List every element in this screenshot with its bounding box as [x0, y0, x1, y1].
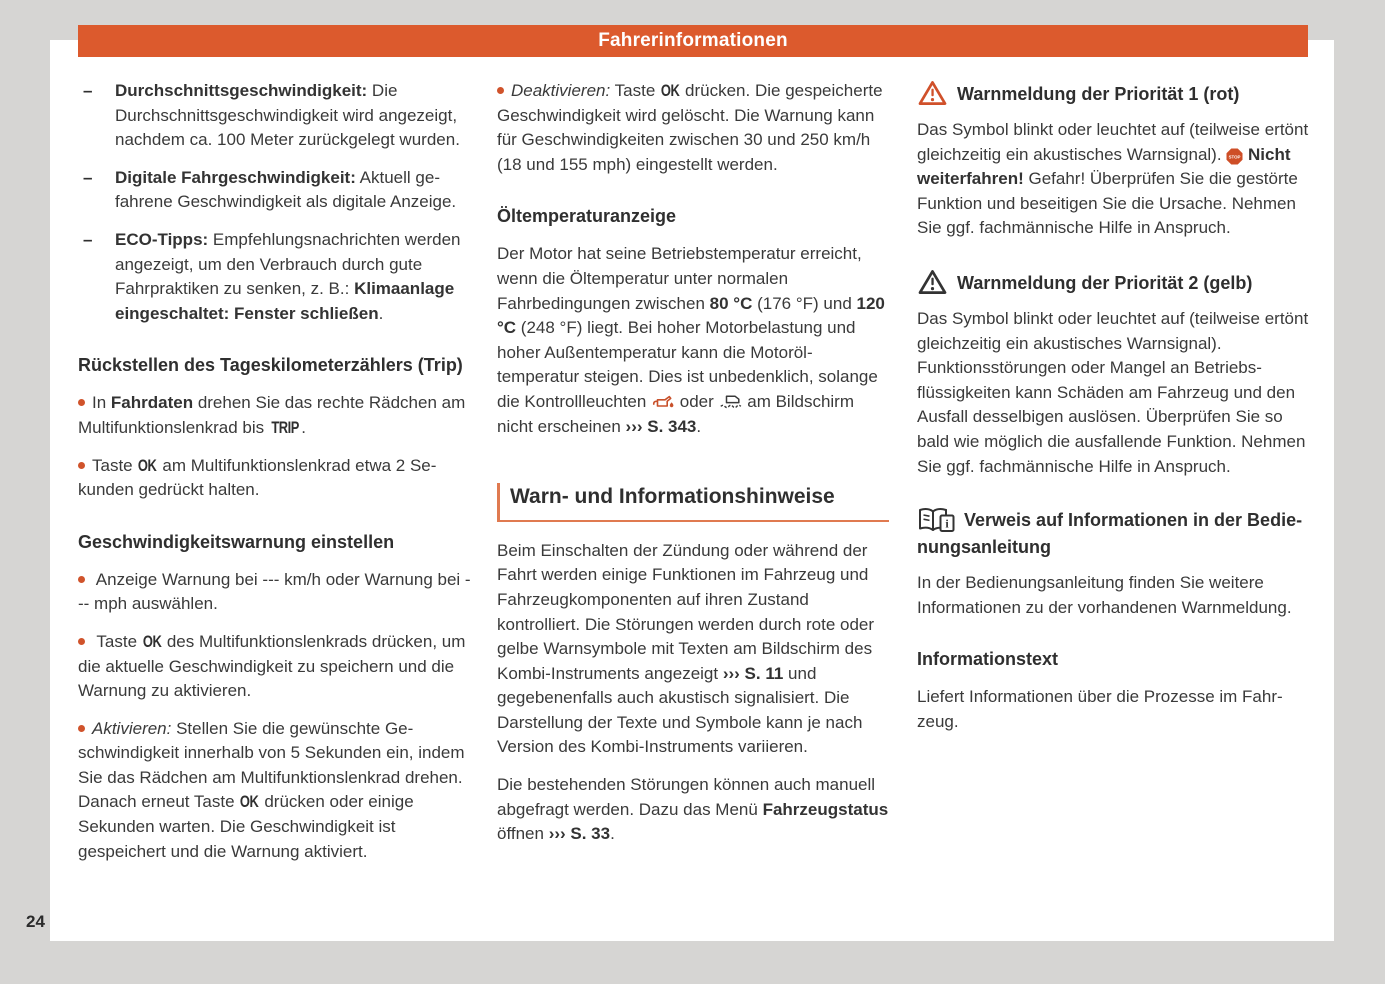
dash-bullet: –	[83, 167, 93, 187]
text-run: Taste	[610, 81, 660, 100]
text-run: am Multifunktionslenkrad etwa 2 Sekunden gedrückt halten.	[78, 455, 437, 500]
key-label: TRIP	[271, 417, 299, 437]
manual-info-icon	[917, 506, 955, 533]
text-run: Anzeige Warnung bei --- km/h oder Warnung bei --- mph auswählen.	[78, 569, 471, 614]
oil-pressure-icon	[651, 395, 675, 409]
list-item	[78, 717, 471, 865]
icon-heading-title: Warnmeldung der Priorität 1 (rot)	[957, 84, 1240, 104]
body-paragraph	[917, 307, 1310, 479]
text-run: In der Bedienungsanleitung finden Sie weitere Informationen zu der vorhandenen Warnmeldung.	[917, 573, 1292, 617]
text-run: Die Durchschnittsgeschwindigkeit wird angezeigt, nachdem ca. 100 Meter zurückgelegt wurden.	[115, 81, 460, 150]
text-run: Die bestehenden Störungen können auch manuell abgefragt werden. Dazu das Menü	[497, 775, 876, 819]
page-number: 24	[26, 912, 45, 931]
dash-bullet: –	[83, 81, 93, 100]
text-run: Der Motor hat seine Betriebstemperatur erreicht, wenn die Öltemperatur unter normalen Fahrbedingungen zwischen	[497, 244, 862, 313]
bullet-dot	[78, 399, 85, 406]
text-run: .	[301, 417, 306, 437]
chapter-header	[78, 25, 1308, 57]
text-run: Aktivieren:	[92, 718, 172, 738]
text-run: drehen Sie das rechte Rädchen am Multifunktionslenkrad bis	[78, 393, 466, 437]
bullet-dot	[78, 638, 85, 645]
warning-triangle-red-icon	[917, 79, 948, 107]
bullet-dot	[78, 725, 85, 732]
text-run: Klimaanlage eingeschaltet: Fenster schließen	[115, 279, 455, 323]
oil-level-icon	[719, 394, 743, 409]
text-run: ››› S. 11	[722, 663, 784, 683]
bullet-dot	[497, 87, 504, 94]
icon-heading	[917, 268, 1310, 297]
list-item	[78, 79, 471, 153]
key-label: OK	[240, 792, 259, 812]
bullet-dot	[78, 462, 85, 469]
body-paragraph	[497, 773, 889, 847]
sub-heading: Rückstellen des Tageskilometerzählers (Trip)	[78, 355, 463, 376]
text-run: ››› S. 33	[548, 824, 611, 844]
text-run: und gegebenenfalls auch akustisch signalisiert. Die Darstellung der Texte und Symbole kann je nach Version des Kombi-Instruments variieren.	[497, 663, 863, 757]
body-paragraph	[917, 118, 1310, 241]
icon-heading	[917, 79, 1310, 108]
text-run: Gefahr! Überprüfen Sie die gestörte Funktion und beseitigen Sie die Ursache. Nehmen Sie ggf. fachmännische Hilfe in Anspruch.	[917, 169, 1298, 238]
svg-text:i: i	[945, 516, 949, 531]
key-label: OK	[142, 631, 162, 651]
icon-heading-title: Verweis auf Informationen in der Bedienungsanleitung	[917, 510, 1303, 558]
list-item	[78, 454, 471, 503]
list-item	[78, 228, 471, 326]
body-paragraph	[497, 242, 889, 439]
text-run: Fahrzeugstatus	[762, 799, 889, 819]
icon-heading	[917, 506, 1310, 561]
dash-bullet: –	[83, 229, 93, 249]
column-left	[78, 79, 471, 877]
text-run: Fahrdaten	[110, 393, 194, 413]
sub-heading: Öltemperaturanzeige	[497, 206, 677, 227]
text-run: .	[610, 824, 615, 844]
text-run: Taste	[92, 631, 142, 651]
text-run: Taste	[92, 455, 138, 475]
body-paragraph	[917, 685, 1310, 734]
text-run: .	[378, 303, 384, 323]
sub-heading: Geschwindigkeitswarnung einstellen	[78, 531, 395, 552]
text-run: (176 °F) und	[752, 293, 857, 313]
bullet-list	[78, 391, 471, 502]
text-run: .	[696, 416, 702, 436]
text-run: (248 °F) liegt. Bei hoher Motorbelastung und hoher Außentemperatur kann die Motoröltemperatur steigen. Dies ist unbedenklich, solange die Kontrollleuchten	[497, 318, 878, 411]
text-run: Liefert Informationen über die Prozesse im Fahrzeug.	[917, 687, 1283, 731]
text-run: 80 °C	[709, 293, 753, 313]
text-run: ››› S. 343	[625, 416, 697, 436]
column-right	[917, 79, 1310, 748]
dash-list	[78, 79, 471, 326]
stop-icon	[1226, 148, 1243, 165]
text-run: In	[92, 393, 111, 413]
text-run: öffnen	[497, 824, 549, 844]
body-paragraph	[497, 539, 889, 760]
text-run: drücken. Die gespeicherte Geschwindigkeit wird gelöscht. Die Warnung kann für Geschwindigkeiten zwischen 30 und 250 km/h (18 und 155 mph) eingestellt werden.	[497, 81, 883, 174]
body-paragraph	[917, 571, 1310, 620]
text-run: Aktuell gefahrene Geschwindigkeit als digitale Anzeige.	[115, 167, 457, 212]
text-run: Stellen Sie die gewünschte Geschwindigkeit innerhalb von 5 Sekunden ein, indem Sie das Rädchen am Multifunktionslenkrad drehen. Danach erneut Taste	[78, 718, 465, 812]
list-item	[497, 79, 889, 177]
list-item	[78, 166, 471, 215]
text-run: 120 °C	[497, 293, 885, 338]
list-item	[78, 568, 471, 617]
text-run: des Multifunktionslenkrads drücken, um die aktuelle Geschwindigkeit zu speichern und die Warnung zu aktivieren.	[78, 631, 466, 701]
text-run: Deaktivieren:	[511, 81, 611, 100]
text-run: oder	[675, 391, 719, 411]
text-run: Das Symbol blinkt oder leuchtet auf (teilweise ertönt gleichzeitig ein akustisches Warnsignal).	[917, 120, 1309, 164]
text-run: ECO-Tipps:	[115, 229, 209, 249]
bullet-list	[497, 79, 889, 177]
text-run: Das Symbol blinkt oder leuchtet auf (teilweise ertönt gleichzeitig ein akustisches Warnsignal). Funktionsstörungen oder Mangel an Betriebsflüssigkeiten kann Schäden am Fahrzeug und den Ausfall desselbigen auslösen. Überprüfen Sie so bald wie möglich die ausfallende Funktion. Nehmen Sie ggf. fachmännische Hilfe in Anspruch.	[917, 308, 1309, 476]
bullet-dot	[78, 576, 85, 583]
section-heading	[497, 483, 889, 522]
chapter-title: Fahrerinformationen	[598, 30, 788, 51]
text-run: Digitale Fahrgeschwindigkeit:	[115, 167, 356, 187]
warning-triangle-dark-icon	[917, 268, 948, 296]
sub-heading: Informationstext	[917, 649, 1059, 670]
icon-heading-title: Warnmeldung der Priorität 2 (gelb)	[957, 272, 1253, 293]
list-item	[78, 391, 471, 440]
text-run: Beim Einschalten der Zündung oder während der Fahrt werden einige Funktionen im Fahrzeug und Fahrzeugkomponenten auf ihren Zustand kontrolliert. Die Störungen werden durch rote oder gelbe Warnsymbole mit Texten am Bildschirm des Kombi-Instruments angezeigt	[497, 540, 875, 683]
bullet-list	[78, 568, 471, 865]
text-run: Durchschnittsgeschwindigkeit:	[115, 81, 368, 100]
list-item	[78, 630, 471, 704]
key-label: OK	[138, 455, 157, 475]
text-run: Empfehlungsnachrichten werden angezeigt, um den Verbrauch durch gute Fahrpraktiken zu senken, z. B.:	[115, 229, 461, 299]
text-run: am Bildschirm nicht erscheinen	[497, 391, 854, 436]
section-heading-title: Warn- und Informationshinweise	[510, 485, 835, 509]
column-middle	[497, 79, 889, 860]
key-label: OK	[660, 81, 680, 100]
text-run: drücken oder einige Sekunden warten. Die Geschwindigkeit ist gespeichert und die Warnung aktiviert.	[78, 792, 414, 861]
svg-text:STOP: STOP	[1228, 154, 1241, 160]
text-run: Nicht weiterfahren!	[917, 144, 1291, 189]
